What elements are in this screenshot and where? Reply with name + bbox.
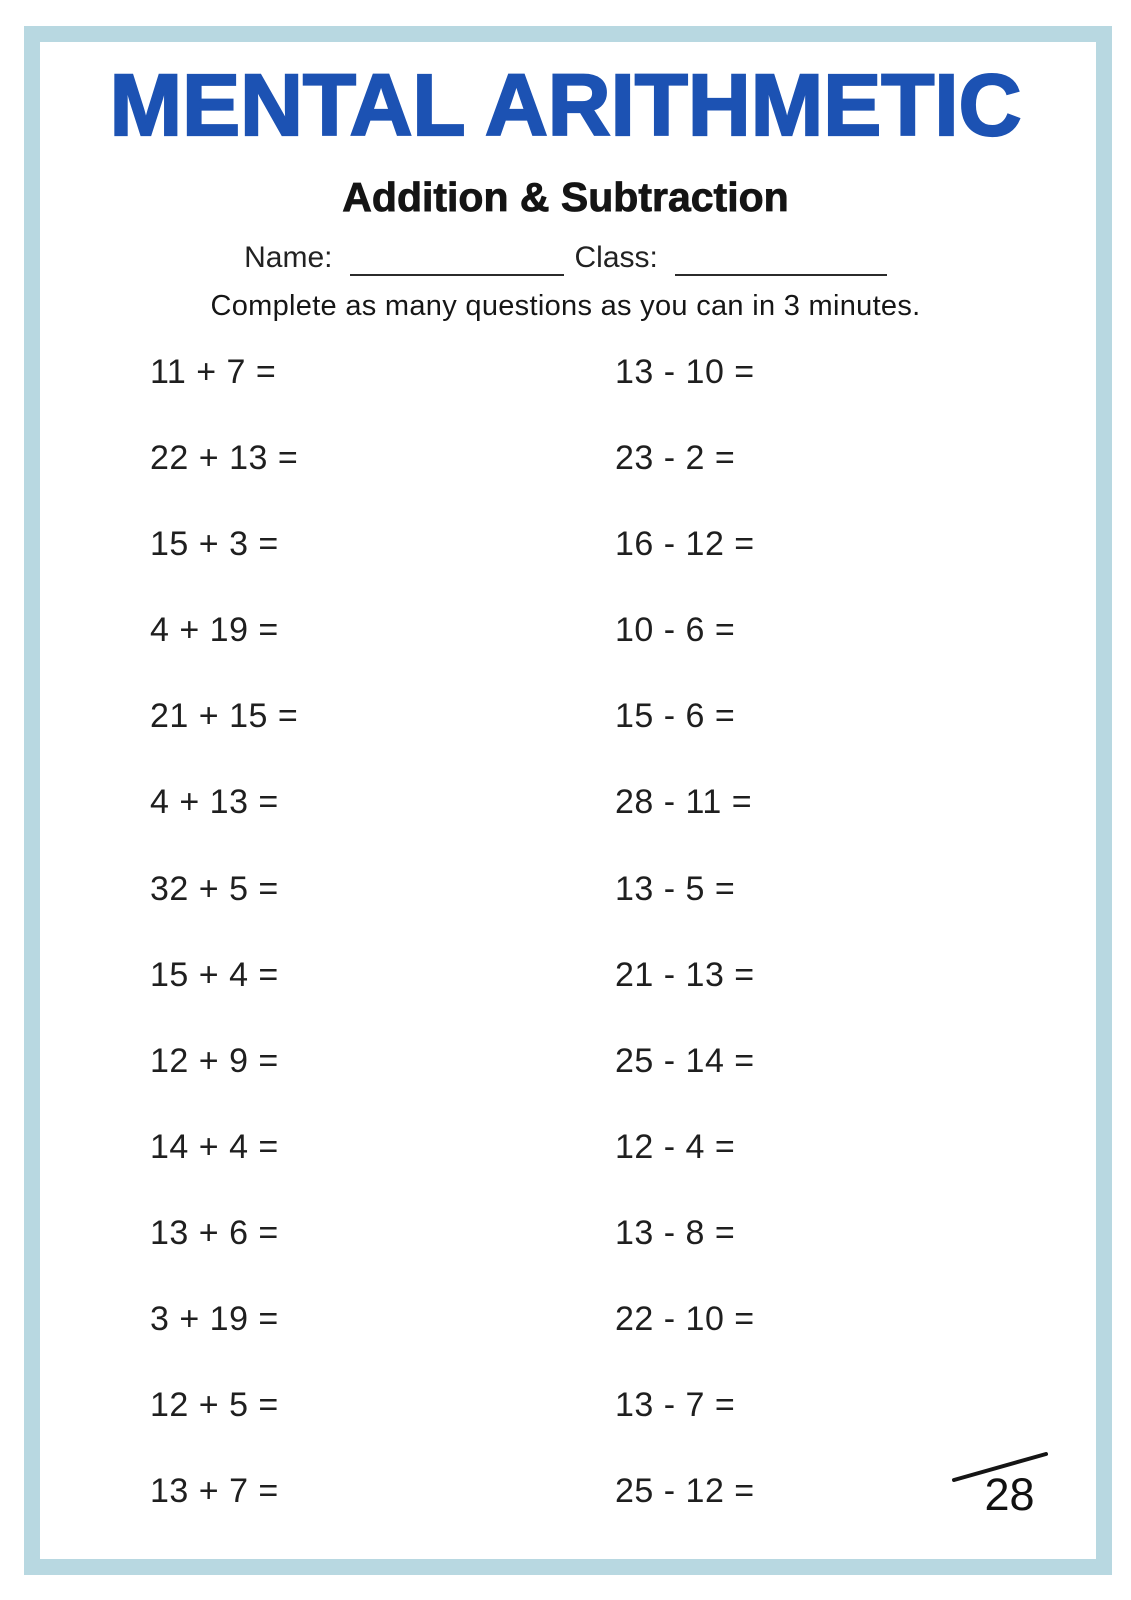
problem: 32 + 5 = (150, 869, 279, 908)
problem: 4 + 13 = (150, 783, 279, 822)
problem: 12 - 4 = (615, 1127, 736, 1166)
name-class-row (0, 240, 1131, 276)
problem: 12 + 9 = (150, 1041, 279, 1080)
name-label: Name: (244, 241, 333, 274)
problem: 25 - 12 = (615, 1472, 755, 1511)
class-label: Class: (574, 241, 658, 274)
problem: 15 + 3 = (150, 525, 279, 564)
page-number: 28 (984, 1469, 1035, 1520)
problem: 13 - 10 = (615, 353, 755, 391)
class-blank-line (675, 241, 887, 276)
problem: 15 + 4 = (150, 955, 279, 994)
problem: 13 - 5 = (615, 869, 736, 908)
problem: 22 + 13 = (150, 439, 299, 478)
problem: 23 - 2 = (615, 439, 736, 478)
problem: 22 - 10 = (615, 1300, 755, 1339)
problem: 13 + 7 = (150, 1472, 279, 1511)
problem: 13 - 8 = (615, 1213, 736, 1252)
page-subtitle: Addition & Subtraction (342, 174, 789, 220)
problems-grid (150, 352, 755, 1557)
problem: 11 + 7 = (150, 353, 277, 391)
problem: 28 - 11 = (615, 783, 753, 822)
problem: 4 + 19 = (150, 611, 279, 650)
page-title: MENTAL ARITHMETIC (109, 57, 1022, 154)
problem: 14 + 4 = (150, 1127, 279, 1166)
problem: 25 - 14 = (615, 1041, 755, 1080)
instruction-text: Complete as many questions as you can in 3 minutes. (210, 290, 921, 322)
problem: 16 - 12 = (615, 525, 755, 564)
problem: 21 - 13 = (615, 955, 755, 994)
problem: 10 - 6 = (615, 611, 736, 650)
problem: 12 + 5 = (150, 1386, 279, 1425)
problem: 21 + 15 = (150, 697, 299, 736)
problem: 15 - 6 = (615, 697, 736, 736)
name-blank-line (350, 241, 564, 276)
problem: 13 + 6 = (150, 1213, 279, 1252)
problem: 3 + 19 = (150, 1300, 279, 1339)
problem: 13 - 7 = (615, 1386, 736, 1425)
